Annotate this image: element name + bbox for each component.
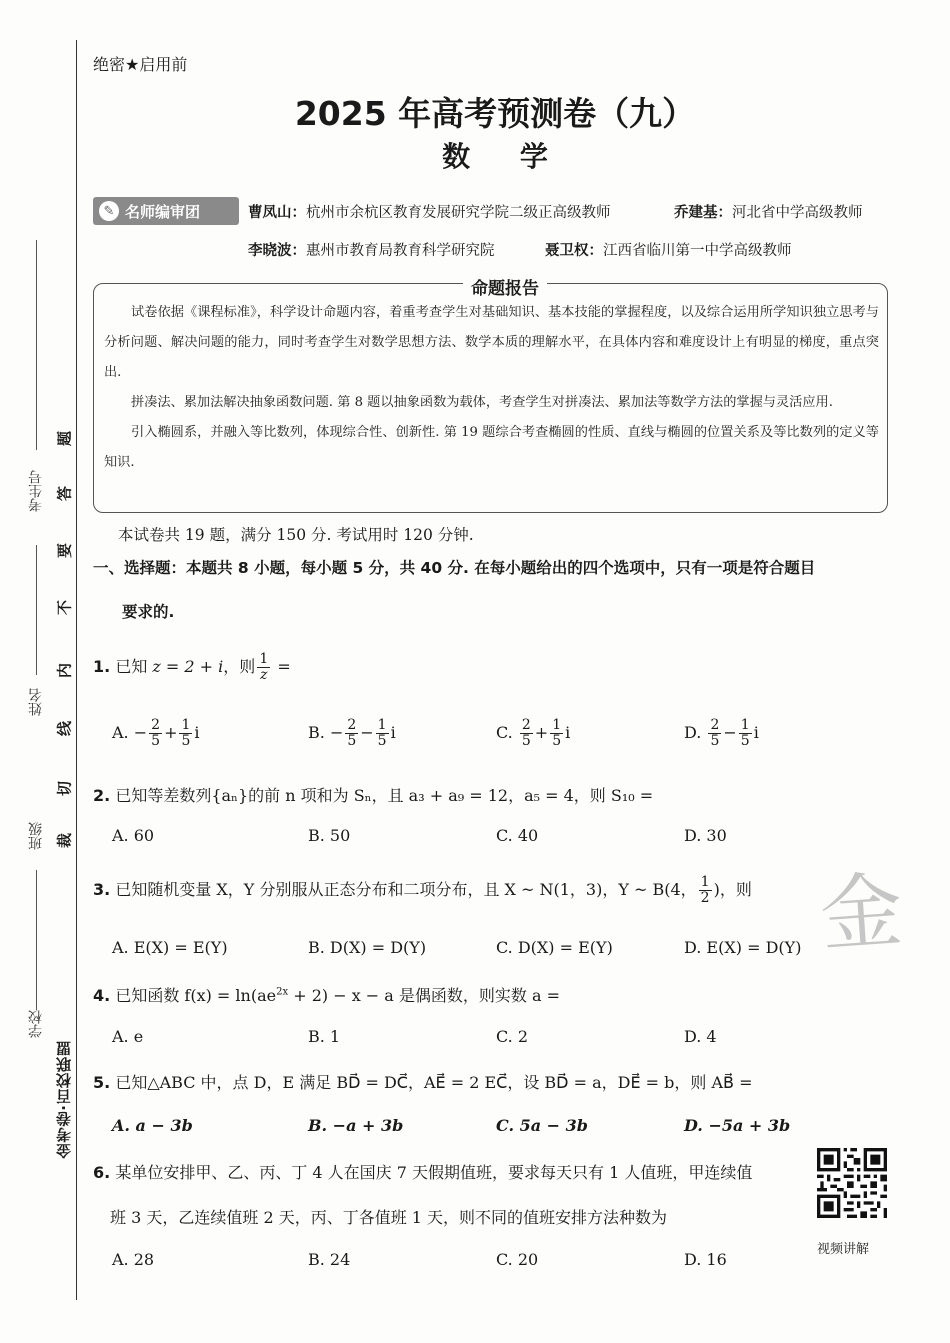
question-4 bbox=[93, 983, 560, 1006]
question-number: 3. bbox=[93, 880, 111, 899]
fraction-denominator: 5 bbox=[710, 733, 720, 749]
q5-option-b[interactable]: B. −a + 3b bbox=[308, 1116, 404, 1135]
teacher-icon: ✎ bbox=[99, 201, 119, 221]
question-text: 已知函数 f(x) = ln(ae bbox=[115, 986, 277, 1005]
report-title bbox=[0, 274, 950, 299]
teacher-desc: 杭州市余杭区教育发展研究学院二级正高级教师 bbox=[306, 205, 611, 221]
binding-margin bbox=[0, 0, 82, 1343]
fraction-numerator: 1 bbox=[259, 651, 269, 667]
fraction bbox=[520, 718, 533, 749]
q5-option-d[interactable]: D. −5a + 3b bbox=[684, 1116, 791, 1135]
question-text: 已知等差数列{aₙ}的前 n 项和为 Sₙ，且 a₃ + a₉ = 12，a₅ = 4，则 S₁₀ = bbox=[115, 786, 654, 805]
report-box bbox=[93, 283, 888, 513]
q4-option-b[interactable]: B. 1 bbox=[308, 1027, 341, 1046]
fraction-numerator: 2 bbox=[347, 717, 357, 733]
question-number: 5. bbox=[93, 1073, 111, 1092]
option-label: B. bbox=[308, 723, 325, 742]
qr-label: 视频讲解 bbox=[817, 1242, 870, 1257]
math-sign: − bbox=[723, 723, 737, 742]
q3-option-c[interactable]: C. D(X) = E(Y) bbox=[496, 938, 613, 957]
question-text: ，则 bbox=[223, 657, 256, 676]
fraction-denominator: 5 bbox=[521, 733, 531, 749]
question-number: 6. bbox=[93, 1163, 111, 1182]
warning-char: 答 bbox=[55, 486, 74, 502]
fraction-denominator: 5 bbox=[181, 733, 191, 749]
question-6-cont: 班 3 天，乙连续值班 2 天，丙、丁各值班 1 天，则不同的值班安排方法种数为 bbox=[110, 1208, 668, 1227]
fraction bbox=[345, 718, 358, 749]
fraction-numerator: 2 bbox=[521, 717, 531, 733]
team-badge bbox=[93, 197, 239, 225]
math-sign: − bbox=[329, 723, 344, 742]
question-1 bbox=[93, 652, 291, 683]
report-title-text: 命题报告 bbox=[463, 279, 547, 299]
teacher-entry bbox=[248, 201, 611, 222]
math-sign: + bbox=[164, 723, 178, 742]
math-sign: − bbox=[133, 723, 148, 742]
cut-line bbox=[76, 40, 77, 1300]
fraction-denominator: 2 bbox=[700, 890, 710, 906]
q4-option-a[interactable]: A. e bbox=[112, 1027, 144, 1046]
question-text: 已知 bbox=[115, 657, 153, 676]
fraction bbox=[739, 718, 752, 749]
question-3 bbox=[93, 875, 752, 906]
teacher-name: 聂卫权： bbox=[545, 243, 603, 259]
teacher-entry bbox=[545, 239, 792, 260]
question-number: 1. bbox=[93, 657, 111, 676]
math-sign: − bbox=[360, 723, 374, 742]
teacher-desc: 江西省临川第一中学高级教师 bbox=[603, 243, 792, 259]
q6-option-b[interactable]: B. 24 bbox=[308, 1250, 351, 1269]
q1-option-a[interactable] bbox=[112, 718, 200, 749]
q2-option-b[interactable]: B. 50 bbox=[308, 826, 351, 845]
fraction-denominator: 5 bbox=[347, 733, 357, 749]
fraction-numerator: 1 bbox=[700, 874, 710, 890]
subject-title: 数 学 bbox=[442, 140, 568, 173]
fraction-numerator: 1 bbox=[552, 717, 562, 733]
section-heading: 一、选择题：本题共 8 小题，每小题 5 分，共 40 分. 在每小题给出的四个选项中，只有一项是符合题目 bbox=[93, 559, 816, 577]
report-paragraph: 试卷依据《课程标准》，科学设计命题内容，着重考查学生对基础知识、基本技能的掌握程度，以及综合运用所学知识独立思考与分析问题、解决问题的能力，同时考查学生对数学思想方法、数学本质的理解水平，在具体内容和难度设计上有明显的梯度，重点突出. bbox=[104, 305, 879, 380]
math-i: i bbox=[753, 723, 759, 742]
math-superscript: 2x bbox=[276, 986, 289, 998]
field-line-class bbox=[36, 870, 37, 1010]
watermark: 金 bbox=[817, 863, 906, 964]
fraction bbox=[699, 875, 712, 906]
q4-option-c[interactable]: C. 2 bbox=[496, 1027, 529, 1046]
fraction-numerator: 1 bbox=[181, 717, 191, 733]
math-i: i bbox=[565, 723, 571, 742]
fraction bbox=[257, 652, 270, 683]
fraction-numerator: 2 bbox=[151, 717, 161, 733]
q3-option-a[interactable]: A. E(X) = E(Y) bbox=[112, 938, 228, 957]
q6-option-c[interactable]: C. 20 bbox=[496, 1250, 539, 1269]
fraction bbox=[550, 718, 563, 749]
q5-option-c[interactable]: C. 5a − 3b bbox=[496, 1116, 588, 1135]
teacher-entry bbox=[674, 201, 863, 222]
fraction-denominator: 5 bbox=[377, 733, 387, 749]
page-title: 2025 年高考预测卷（九） bbox=[294, 94, 696, 133]
question-text: )，则 bbox=[713, 880, 752, 899]
question-number: 4. bbox=[93, 986, 111, 1005]
warning-char: 题 bbox=[55, 431, 74, 447]
teacher-desc: 惠州市教育局教育科学研究院 bbox=[306, 243, 495, 259]
warning-char: 内 bbox=[55, 663, 74, 679]
fraction-denominator: 5 bbox=[740, 733, 750, 749]
q2-option-c[interactable]: C. 40 bbox=[496, 826, 539, 845]
field-line-exam-id bbox=[36, 240, 37, 450]
question-text: 已知随机变量 X，Y 分别服从正态分布和二项分布，且 X ~ N(1，3)，Y ~ B(4， bbox=[115, 880, 697, 899]
field-label-class: 班级 bbox=[28, 822, 44, 850]
q3-option-b[interactable]: B. D(X) = D(Y) bbox=[308, 938, 427, 957]
warning-char: 裁 bbox=[55, 833, 74, 849]
math-i: i bbox=[390, 723, 396, 742]
q1-option-c[interactable] bbox=[496, 718, 570, 749]
team-badge-label: 名师编审团 bbox=[125, 202, 201, 221]
option-label: C. bbox=[496, 723, 513, 742]
qr-code-icon[interactable] bbox=[817, 1148, 887, 1218]
fraction-denominator: z bbox=[260, 667, 268, 683]
fraction-denominator: 5 bbox=[552, 733, 562, 749]
fraction bbox=[149, 718, 162, 749]
q2-option-a[interactable]: A. 60 bbox=[112, 826, 155, 845]
fraction-numerator: 1 bbox=[740, 717, 750, 733]
teacher-name: 曹凤山： bbox=[248, 205, 306, 221]
question-text: + 2) − x − a 是偶函数，则实数 a = bbox=[288, 986, 561, 1005]
teacher-name: 李晓波： bbox=[248, 243, 306, 259]
q2-option-d[interactable]: D. 30 bbox=[684, 826, 727, 845]
fraction-numerator: 1 bbox=[377, 717, 387, 733]
math-expr: z = 2 + i bbox=[152, 657, 224, 676]
option-label: A. bbox=[112, 723, 129, 742]
fraction bbox=[376, 718, 389, 749]
math-sign: + bbox=[534, 723, 549, 742]
exam-intro: 本试卷共 19 题，满分 150 分. 考试用时 120 分钟. bbox=[118, 526, 474, 544]
q5-option-a[interactable]: A. a − 3b bbox=[112, 1116, 193, 1135]
fraction-numerator: 2 bbox=[710, 717, 720, 733]
question-text: 某单位安排甲、乙、丙、丁 4 人在国庆 7 天假期值班，要求每天只有 1 人值班，甲连续值 bbox=[115, 1163, 753, 1182]
question-number: 2. bbox=[93, 786, 111, 805]
fraction bbox=[179, 718, 192, 749]
q6-option-d[interactable]: D. 16 bbox=[684, 1250, 727, 1269]
q4-option-d[interactable]: D. 4 bbox=[684, 1027, 717, 1046]
q1-option-d[interactable] bbox=[684, 718, 759, 749]
warning-char: 切 bbox=[55, 781, 74, 797]
report-paragraph: 引入椭圆系，并融入等比数列，体现综合性、创新性. 第 19 题综合考查椭圆的性质、直线与椭圆的位置关系及等比数列的定义等知识. bbox=[104, 425, 879, 470]
teacher-desc: 河北省中学高级教师 bbox=[732, 205, 863, 221]
section-heading-cont: 要求的. bbox=[122, 603, 175, 621]
question-text: = bbox=[272, 657, 291, 676]
field-label-name: 姓名 bbox=[28, 688, 44, 716]
q6-option-a[interactable]: A. 28 bbox=[112, 1250, 155, 1269]
confidential-label: 绝密★启用前 bbox=[93, 55, 188, 74]
teacher-name: 乔建基： bbox=[674, 205, 732, 221]
brand-label: 金考卷·百校联盟 bbox=[55, 1040, 73, 1159]
fraction-denominator: 5 bbox=[151, 733, 161, 749]
warning-char: 要 bbox=[55, 543, 74, 559]
question-5 bbox=[93, 1070, 753, 1093]
math-i: i bbox=[194, 723, 200, 742]
question-text: 已知△ABC 中，点 D，E 满足 BD⃗ = DC⃗，AE⃗ = 2 EC⃗，设 BD⃗ = a，DE⃗ = b，则 AB⃗ = bbox=[115, 1073, 753, 1092]
warning-char: 线 bbox=[55, 721, 74, 737]
question-6 bbox=[93, 1160, 752, 1183]
warning-char: 不 bbox=[55, 600, 74, 616]
q3-option-d[interactable]: D. E(X) = D(Y) bbox=[684, 938, 802, 957]
option-label: D. bbox=[684, 723, 702, 742]
teacher-entry bbox=[248, 239, 495, 260]
q1-option-b[interactable] bbox=[308, 718, 396, 749]
fraction bbox=[708, 718, 721, 749]
question-2 bbox=[93, 783, 653, 806]
report-paragraph: 拼凑法、累加法解决抽象函数问题. 第 8 题以抽象函数为载体，考查学生对拼凑法、累加法等数学方法的掌握与灵活应用. bbox=[131, 395, 833, 410]
field-label-exam-id: 考生号 bbox=[28, 470, 44, 512]
field-line-name bbox=[36, 545, 37, 675]
field-label-school: 学校 bbox=[28, 1010, 44, 1038]
